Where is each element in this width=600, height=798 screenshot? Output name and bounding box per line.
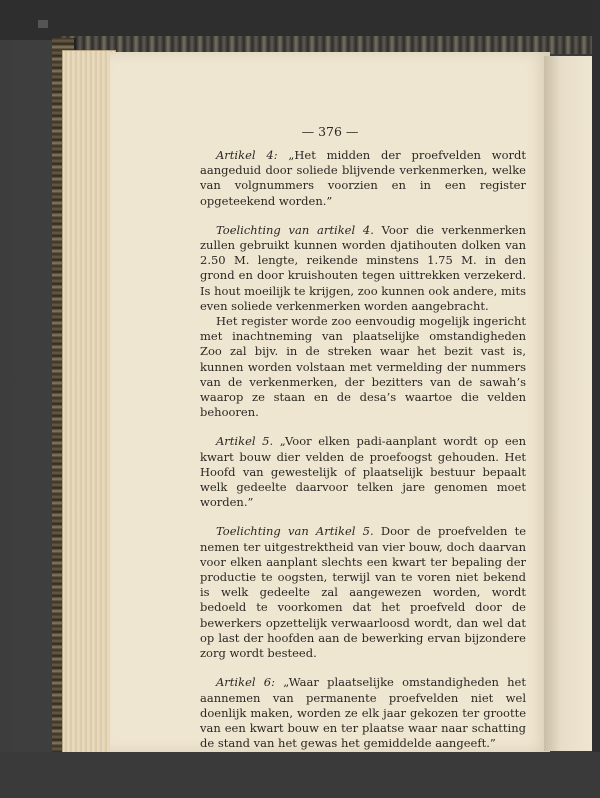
- page-stack-edges: [62, 50, 116, 757]
- right-dark-edge: [592, 0, 600, 798]
- paragraph-register: [200, 314, 526, 420]
- paragraph-label: Toelichting van artikel 4.: [216, 222, 374, 237]
- paragraph-body: „Waar plaatselijke omstandigheden het aannemen van permanente proefvelden niet wel doenlijk maken, worden ze elk jaar gekozen ter grootte van een kwart bouw en ter plaatse waar naar schatting de stand van het gewas het gemiddelde aangeeft.”: [200, 675, 526, 751]
- page-text: [200, 148, 526, 751]
- paragraph-gap: [200, 209, 526, 223]
- page-number: — 376 —: [301, 124, 359, 139]
- paragraph-body: Het register worde zoo eenvoudig mogelijk ingericht met inachtneming van plaatselijke omstandigheden Zoo zal bijv. in de streken waar het bezit vast is, kunnen worden volstaan met vermelding der nummers van de verkenmerken, der bezitters van de sawah’s waarop ze staan en de desa’s waartoe die velden behooren.: [200, 314, 526, 420]
- paragraph-artikel-4: [200, 148, 526, 209]
- paragraph-label: Artikel 5.: [216, 434, 274, 449]
- paragraph-toelichting-4: [200, 223, 526, 314]
- paragraph-artikel-6: [200, 675, 526, 751]
- bottom-dark-strip: [0, 752, 600, 798]
- paragraph-artikel-5: [200, 434, 526, 510]
- paragraph-label: Artikel 4:: [216, 148, 278, 162]
- paragraph-body: „Het midden der proefvelden wordt aangeduid door soliede blijvende verkenmerken, welke van volgnummers voorzien en in een register opgeteekend worden.”: [200, 148, 526, 208]
- paragraph-toelichting-5: [200, 524, 526, 661]
- paragraph-body: „Voor elken padi-aanplant wordt op een kwart bouw dier velden de proefoogst gehouden. Het Hoofd van gewestelijk of plaatselijk bestuur bepaalt welk gedeelte daarvoor telken jare genomen moet worden.”: [200, 434, 526, 510]
- corner-mark: [38, 20, 48, 28]
- paragraph-gap: [200, 510, 526, 524]
- facing-page-sliver: [544, 56, 592, 751]
- paragraph-label: Toelichting van Artikel 5.: [216, 524, 374, 539]
- top-dark-strip: [0, 0, 600, 40]
- paragraph-label: Artikel 6:: [216, 675, 275, 690]
- paragraph-body: Voor die verkenmerken zullen gebruikt kunnen worden djatihouten dolken van 2.50 M. lengte, reikende minstens 1.75 M. in den grond en door kruishouten tegen uittrekken verzekerd. Is hout moeilijk te krijgen, zoo kunnen ook andere, mits even soliede verkenmerken worden aangebracht.: [200, 222, 526, 313]
- paragraph-body: Door de proefvelden te nemen ter uitgestrektheid van vier bouw, doch daarvan voor elken aanplant slechts een kwart ter bepaling der productie te oogsten, terwijl van te voren niet bekend is welk gedeelte zal aangewezen worden, wordt bedoeld te voorkomen dat het proefveld door de bewerkers opzettelijk verwaarloosd wordt, dan wel dat op last der hoofden aan de bewerking ervan bijzondere zorg wordt besteed.: [200, 524, 527, 661]
- paragraph-gap: [200, 661, 526, 675]
- paragraph-gap: [200, 420, 526, 434]
